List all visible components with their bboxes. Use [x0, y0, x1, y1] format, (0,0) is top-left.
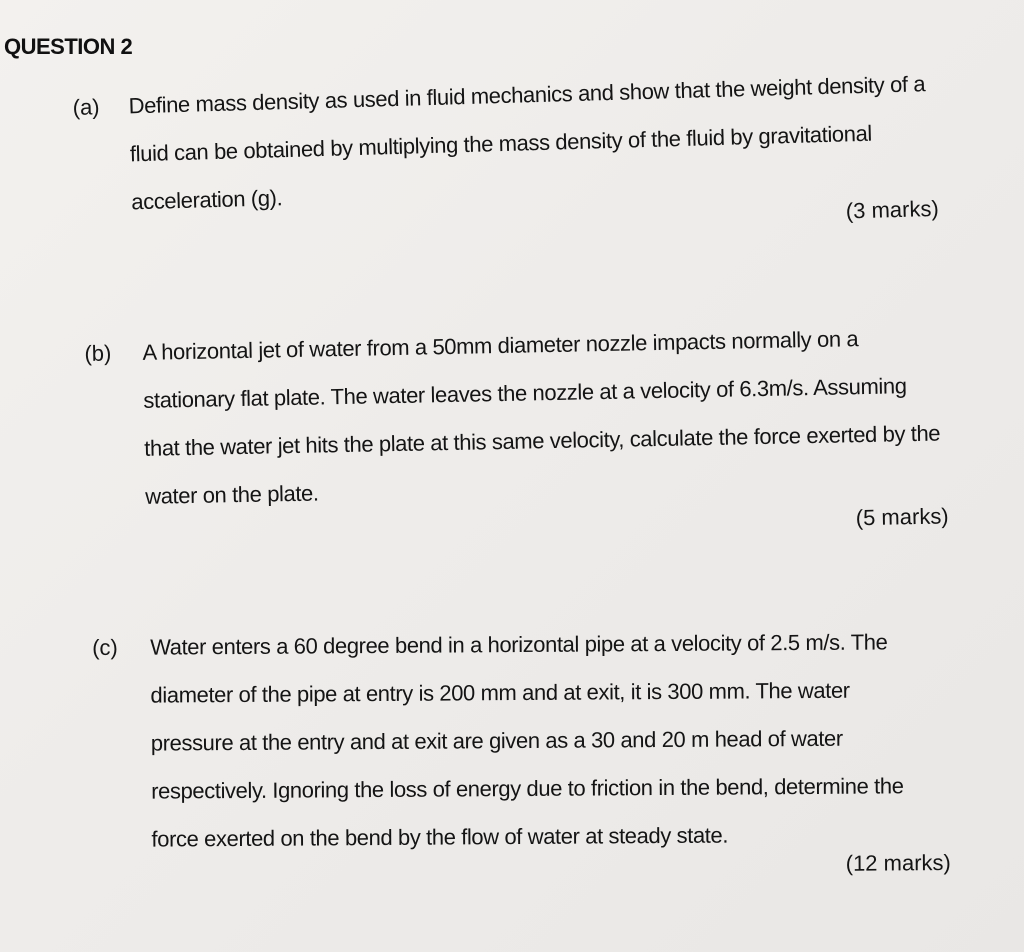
- part-a-text: Define mass density as used in fluid mechanics and show that the weight density of a fluid can be obtained by multiplying the mass density of the fluid by gravitational acceleration (g).: [128, 71, 926, 215]
- part-b-text: A horizontal jet of water from a 50mm diameter nozzle impacts normally on a stationary flat plate. The water leaves the nozzle at a velocity of 6.3m/s. Assuming that the water jet hits the plate at this same velocity, calculate the force exerted by the water on the plate.: [142, 326, 941, 509]
- part-c-text: Water enters a 60 degree bend in a horizontal pipe at a velocity of 2.5 m/s. The diameter of the pipe at entry is 200 mm and at exit, it is 300 mm. The water pressure at the entry and at exit are given as a 30 and 20 m head of water respectively. Ignoring the loss of energy due to friction in the bend, determine the force exerted on the bend by the flow of water at steady state.: [150, 629, 904, 852]
- question-heading: QUESTION 2: [4, 34, 133, 59]
- part-a-marks: (3 marks): [845, 195, 940, 224]
- part-c-label: (c): [92, 634, 118, 660]
- part-b-label: (b): [84, 340, 112, 366]
- part-c-marks: (12 marks): [845, 850, 951, 876]
- part-b-marks: (5 marks): [855, 503, 949, 531]
- part-a-label: (a): [72, 94, 100, 120]
